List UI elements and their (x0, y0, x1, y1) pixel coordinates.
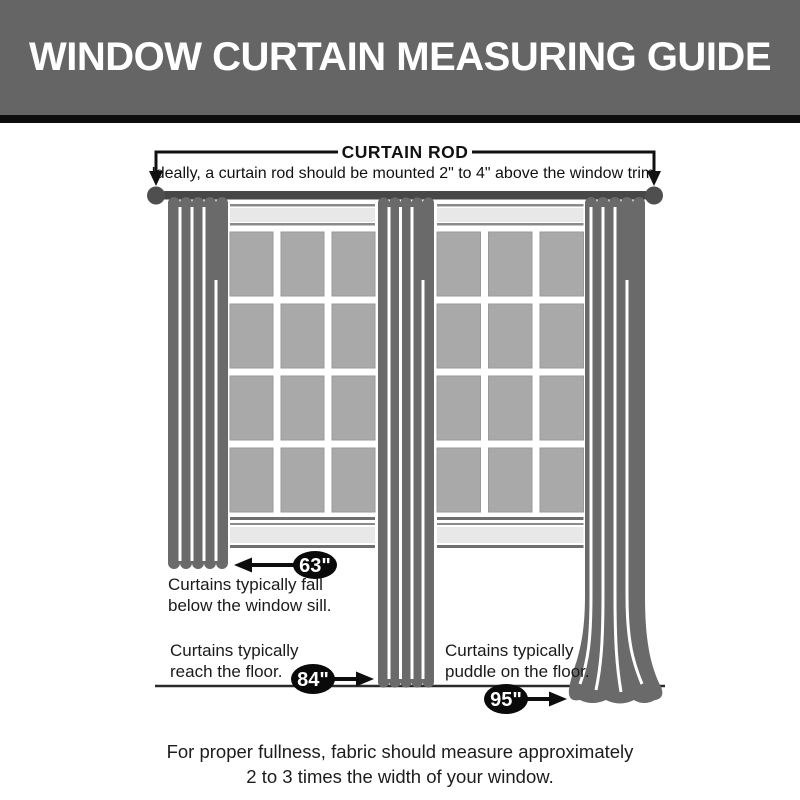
reach-floor-label-line1: Curtains typically (170, 641, 299, 660)
curtain-rod-callout (149, 142, 661, 186)
reach-floor-label-line2: reach the floor. (170, 662, 283, 681)
page-title: WINDOW CURTAIN MEASURING GUIDE (29, 35, 771, 79)
puddle-floor-label-line2: puddle on the floor. (445, 662, 590, 681)
left-curtain-panel (168, 197, 228, 569)
caption-line2: 2 to 3 times the width of your window. (246, 766, 554, 787)
fullness-caption (167, 741, 635, 787)
left-curtain (168, 197, 228, 569)
below-sill-label-line1: Curtains typically fall (168, 575, 323, 594)
center-curtain (378, 197, 434, 687)
rod-finial-right (645, 187, 663, 205)
curtain-diagram (0, 123, 800, 800)
right-arrow-icon (549, 692, 567, 707)
caption-line1: For proper fullness, fabric should measure approximately (166, 741, 634, 762)
header-banner (0, 0, 800, 123)
rod-finial-left (147, 187, 165, 205)
right-arrow-icon (356, 672, 374, 687)
measurement-63-value: 63" (299, 555, 331, 577)
center-curtain-panel (378, 197, 434, 687)
puddle-floor-label-line1: Curtains typically (445, 641, 574, 660)
curtain-rod-label: CURTAIN ROD (341, 142, 469, 162)
measurement-95-value: 95" (490, 689, 522, 711)
rod-mount-note: Ideally, a curtain rod should be mounted 2" to 4" above the window trim. (151, 165, 659, 182)
below-sill-label-line2: below the window sill. (168, 596, 332, 615)
measurement-84-value: 84" (297, 669, 329, 691)
left-arrow-icon (234, 558, 252, 573)
measurement-puddle-floor (445, 641, 590, 714)
